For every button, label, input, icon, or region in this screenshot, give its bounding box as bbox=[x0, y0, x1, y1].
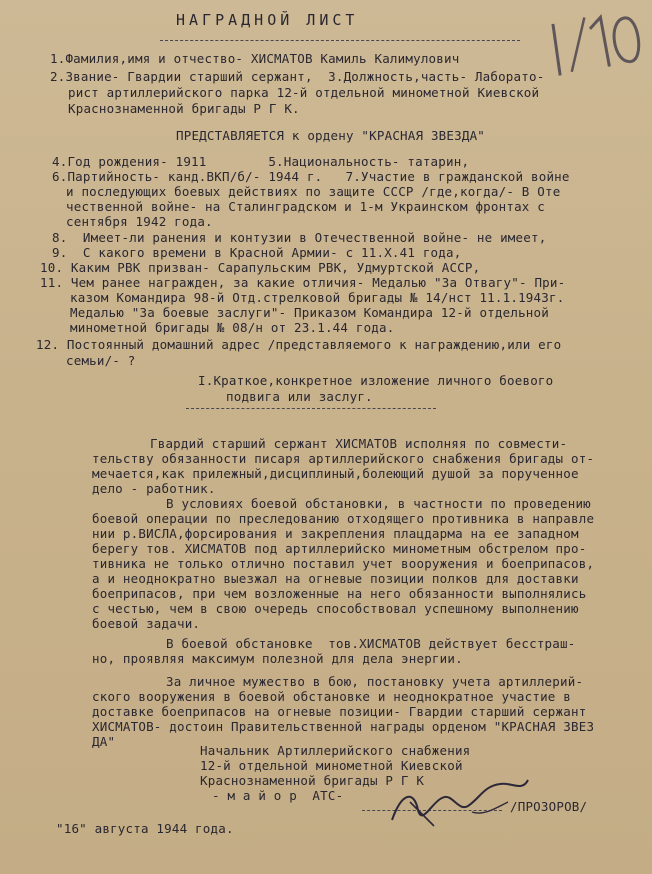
body-4: дело - работник. bbox=[92, 481, 216, 496]
body-20: ДА" bbox=[92, 734, 116, 749]
body-2: тельству обязанности писаря артиллерийского снабжения бригады от- bbox=[92, 451, 595, 466]
document-title: НАГРАДНОЙ ЛИСТ bbox=[176, 11, 359, 29]
body-14: В боевой обстановке тов.ХИСМАТОВ действует бесстраш- bbox=[166, 636, 576, 651]
line-1: 1.Фамилия,имя и отчество- ХИСМАТОВ Камиль Калимулович bbox=[50, 51, 460, 66]
line-4: Краснознаменной бригады Р Г К. bbox=[68, 101, 300, 116]
section-heading-2: подвига или заслуг. bbox=[226, 389, 373, 404]
line-3: рист артиллерийского парка 12-й отдельной минометной Киевской bbox=[68, 85, 540, 100]
line-9: сентября 1942 года. bbox=[66, 214, 213, 229]
body-13: боевой задачи. bbox=[92, 616, 201, 631]
presentation-line: ПРЕДСТАВЛЯЕТСЯ к ордену "КРАСНАЯ ЗВЕЗДА" bbox=[176, 128, 486, 143]
body-15: но, проявляя максимум полезной для дела энергии. bbox=[92, 651, 463, 666]
line-17: 12. Постоянный домашний адрес /представляемого к награждению,или его bbox=[36, 337, 562, 352]
line-8: чественной войне- на Сталинградском и 1-м Украинском фронтах с bbox=[66, 199, 545, 214]
line-12: 10. Каким РВК призван- Сарапульским РВК, Удмуртской АССР, bbox=[40, 260, 481, 275]
body-1: Гвардий старший сержант ХИСМАТОВ исполняя по совмести- bbox=[150, 436, 568, 451]
signatory-3: Краснознаменной бригады Р Г К bbox=[200, 773, 425, 788]
corner-number bbox=[544, 2, 651, 85]
signatory-2: 12-й отдельной минометной Киевской bbox=[200, 758, 463, 773]
line-13: 11. Чем ранее награжден, за какие отличия- Медалью "За Отвагу"- При- bbox=[40, 275, 566, 290]
handwritten-signature bbox=[372, 762, 532, 846]
body-3: мечается,как прилежный,дисциплиный,болеющий душой за порученное bbox=[92, 466, 579, 481]
line-16: минометной бригады № 08/н от 23.1.44 года. bbox=[70, 320, 395, 335]
signatory-1: Начальник Артиллерийского снабжения bbox=[200, 743, 471, 758]
body-12: с честью, чем в свою очередь способствовал успешному выполнению bbox=[92, 601, 579, 616]
line-15: Медалью "За боевые заслуги"- Приказом Командира 12-й отдельной bbox=[70, 305, 549, 320]
line-6: 6.Партийность- канд.ВКП/б/- 1944 г. 7.Участие в гражданской войне bbox=[52, 169, 570, 184]
body-6: боевой операции по преследованию отходящего противника в направле bbox=[92, 511, 595, 526]
date-line: "16" августа 1944 года. bbox=[56, 821, 234, 836]
line-18: семьи/- ? bbox=[66, 353, 136, 368]
divider bbox=[186, 408, 436, 409]
divider bbox=[160, 40, 520, 41]
line-14: казом Командира 98-й Отд.стрелковой бригады № 14/нст 11.1.1943г. bbox=[70, 290, 565, 305]
body-18: доставке боеприпасов на огневые позиции- Гвардии старший сержант bbox=[92, 704, 587, 719]
signatory-rank: - м а й о р АТС- bbox=[212, 788, 344, 803]
body-19: ХИСМАТОВ- достоин Правительственной награды орденом "КРАСНАЯ ЗВЕЗ bbox=[92, 719, 595, 734]
section-heading-1: I.Краткое,конкретное изложение личного боевого bbox=[198, 373, 554, 388]
line-11: 9. С какого времени в Красной Армии- с 11.Х.41 года, bbox=[52, 245, 462, 260]
body-16: За личное мужество в бою, постановку учета артиллерий- bbox=[166, 674, 584, 689]
body-17: ского вооружения в боевой обстановке и неоднократное участие в bbox=[92, 689, 571, 704]
body-8: берегу тов. ХИСМАТОВ под артиллерийско минометным обстрелом про- bbox=[92, 541, 587, 556]
line-2: 2.Звание- Гвардии старший сержант, 3.Должность,часть- Лаборато- bbox=[50, 69, 545, 84]
signatory-name: /ПРОЗОРОВ/ bbox=[510, 799, 588, 814]
line-5: 4.Год рождения- 1911 5.Национальность- татарин, bbox=[52, 154, 470, 169]
body-9: тивника не только отлично поставил учет вооружения и боеприпасов, bbox=[92, 556, 595, 571]
line-7: и последующих боевых действиях по защите СССР /где,когда/- В Оте bbox=[66, 184, 561, 199]
body-11: боеприпасов, при чем возложенные на него обязанности выполнялись bbox=[92, 586, 587, 601]
line-10: 8. Имеет-ли ранения и контузии в Отечественной войне- не имеет, bbox=[52, 230, 547, 245]
body-10: а и неоднократно выезжал на огневые позиции полков для доставки bbox=[92, 571, 579, 586]
body-7: нии р.ВИСЛА,форсирования и закрепления плацдарма на ее западном bbox=[92, 526, 579, 541]
body-5: В условиях боевой обстановки, в частности по проведению bbox=[166, 496, 591, 511]
